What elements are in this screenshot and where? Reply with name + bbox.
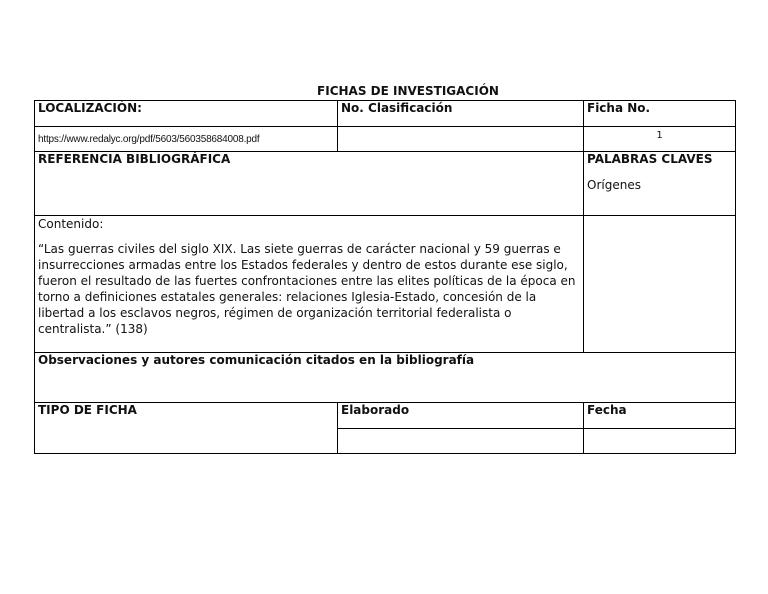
elaborado-label: Elaborado <box>341 403 410 417</box>
contenido-cell <box>35 216 584 353</box>
contenido-text: “Las guerras civiles del siglo XIX. Las siete guerras de carácter nacional y 59 guerras e insurrecciones armadas entre los Estados federales y dentro de estos durante ese siglo, fueron el resultado de las fuertes confrontaciones entre las elites políticas de la época en torno a definiciones estatales generales: relaciones Iglesia-Estado, concesión de la libertad a los esclavos negros, régimen de organización territorial federalista o centralista.” (138) <box>38 242 576 336</box>
observaciones-cell <box>35 353 736 403</box>
localizacion-url-cell <box>35 127 338 152</box>
contenido-label: Contenido: <box>38 217 104 231</box>
research-card-table <box>34 100 736 454</box>
ficha-label-cell <box>584 101 736 127</box>
fecha-label-cell <box>584 403 736 429</box>
clasificacion-label: No. Clasificación <box>341 101 453 115</box>
fecha-label: Fecha <box>587 403 627 417</box>
ficha-number: 1 <box>656 130 663 141</box>
elaborado-value-cell <box>338 429 584 454</box>
fecha-value-cell <box>584 429 736 454</box>
localizacion-label-cell <box>35 101 338 127</box>
observaciones-label: Observaciones y autores comunicación citados en la bibliografía <box>38 353 475 367</box>
tipo-ficha-cell <box>35 403 338 454</box>
elaborado-label-cell <box>338 403 584 429</box>
ficha-number-cell <box>584 127 736 152</box>
clasificacion-label-cell <box>338 101 584 127</box>
localizacion-url[interactable]: https://www.redalyc.org/pdf/5603/560358684008.pdf <box>38 134 260 145</box>
clasificacion-value-cell <box>338 127 584 152</box>
tipo-ficha-label: TIPO DE FICHA <box>38 403 137 417</box>
contenido-side-cell <box>584 216 736 353</box>
palabras-claves-label: PALABRAS CLAVES <box>587 152 713 166</box>
referencia-label: REFERENCIA BIBLIOGRÁFICA <box>38 152 231 166</box>
document-title: FICHAS DE INVESTIGACIÓN <box>317 84 499 98</box>
referencia-cell <box>35 152 584 216</box>
ficha-label: Ficha No. <box>587 101 651 115</box>
palabras-claves-cell <box>584 152 736 216</box>
palabras-claves-value: Orígenes <box>587 178 641 192</box>
localizacion-label: LOCALIZACIÓN: <box>38 101 142 115</box>
